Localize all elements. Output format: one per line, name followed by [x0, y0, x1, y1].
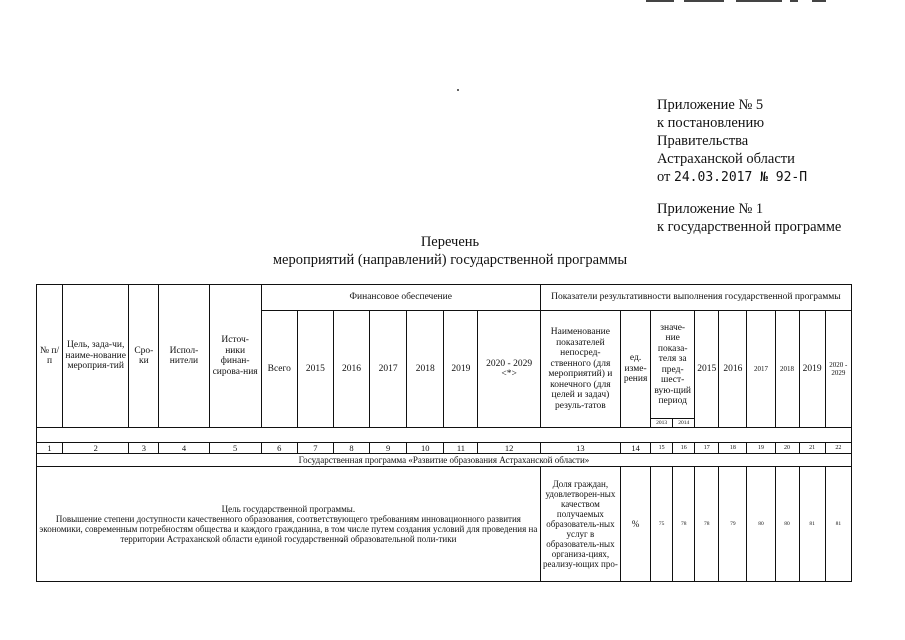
header-prev-2014: 2014 — [673, 419, 695, 428]
header-goal: Цель, зада-чи, наиме-нование мероприя-тий — [63, 285, 129, 428]
column-number: 16 — [673, 443, 695, 454]
column-number: 8 — [333, 443, 369, 454]
column-number: 22 — [825, 443, 851, 454]
measures-table — [36, 284, 852, 582]
goal-label: Цель государственной программы. — [221, 504, 356, 514]
goal-indicator: Доля граждан, удовлетворен-ных качеством получаемых образователь-ных услуг в образователь-ных организа-циях, реализу-ющих про- — [540, 467, 620, 582]
header-indicator-name: Наименование показателей непосред-ственного (для мероприятий) и конечного (для целей и задач) резуль-татов — [540, 311, 620, 428]
header-ind-2019: 2019 — [799, 311, 825, 428]
column-number: 11 — [444, 443, 478, 454]
goal-value: 78 — [673, 467, 695, 582]
header-fin-2015: 2015 — [297, 311, 333, 428]
goal-cell — [37, 467, 541, 582]
column-number: 7 — [297, 443, 333, 454]
header-ind-2018: 2018 — [775, 311, 799, 428]
goal-value: 79 — [719, 467, 747, 582]
appendix-1-line1: Приложение № 1 — [657, 201, 764, 217]
header-prev-2013: 2013 — [651, 419, 673, 428]
header-executors: Испол-нители — [159, 285, 209, 428]
scan-speck — [457, 89, 459, 91]
header-num: № п/п — [37, 285, 63, 428]
column-number: 20 — [775, 443, 799, 454]
appendix-5-header — [657, 96, 807, 187]
column-number: 18 — [719, 443, 747, 454]
header-indicators: Показатели результативности выполнения государственной программы — [540, 285, 851, 311]
column-number: 4 — [159, 443, 209, 454]
goal-row — [37, 467, 852, 582]
header-ind-2016: 2016 — [719, 311, 747, 428]
appendix-1-line2: к государственной программе — [657, 219, 842, 235]
goal-text: Повышение степени доступности качественного образования, соответствующего требованиям инновационного развития экономики, современным потребностям общества и каждого гражданина, в том числе путем создания условий для проведения на территории Астраханской области единой государственной образовательной поли-тики — [39, 514, 538, 544]
header-fin-2017: 2017 — [370, 311, 407, 428]
appendix-5-line3: Правительства — [657, 133, 749, 149]
header-fin-2018: 2018 — [407, 311, 444, 428]
column-number: 10 — [407, 443, 444, 454]
header-sources: Источ-ники финан-сирова-ния — [209, 285, 261, 428]
column-number: 12 — [478, 443, 540, 454]
table-gap — [37, 428, 852, 443]
goal-value: 81 — [825, 467, 851, 582]
header-ind-2015: 2015 — [695, 311, 719, 428]
column-number: 9 — [370, 443, 407, 454]
column-number: 19 — [747, 443, 775, 454]
goal-value: 81 — [799, 467, 825, 582]
header-terms: Сро-ки — [129, 285, 159, 428]
column-number: 14 — [621, 443, 651, 454]
appendix-1-header — [657, 200, 841, 236]
header-ind-2020-2029: 2020 - 2029 — [825, 311, 851, 428]
header-fin-2020-2029: 2020 - 2029 <*> — [478, 311, 540, 428]
goal-value: 80 — [747, 467, 775, 582]
header-prev-value: значе-ние показа-теля за пред-шест-вую-щий период — [651, 311, 695, 419]
appendix-5-line2: к постановлению — [657, 115, 765, 131]
goal-value: 80 — [775, 467, 799, 582]
column-number: 5 — [209, 443, 261, 454]
column-number: 6 — [261, 443, 297, 454]
header-ind-2017: 2017 — [747, 311, 775, 428]
appendix-5-line5 — [657, 168, 807, 187]
column-number: 15 — [651, 443, 673, 454]
column-number: 1 — [37, 443, 63, 454]
goal-value: 75 — [651, 467, 673, 582]
header-financing: Финансовое обеспечение — [261, 285, 540, 311]
header-fin-2016: 2016 — [333, 311, 369, 428]
goal-unit: % — [621, 467, 651, 582]
column-number: 21 — [799, 443, 825, 454]
program-row: Государственная программа «Развитие образования Астраханской области» — [37, 454, 852, 467]
column-number: 3 — [129, 443, 159, 454]
column-number: 17 — [695, 443, 719, 454]
goal-value: 78 — [695, 467, 719, 582]
appendix-5-date-number: 24.03.2017 № 92-П — [674, 170, 808, 185]
header-total: Всего — [261, 311, 297, 428]
document-title: Перечень — [420, 234, 480, 250]
document-subtitle: мероприятий (направлений) государственной программы — [272, 252, 628, 268]
header-unit: ед. изме-рения — [621, 311, 651, 428]
header-fin-2019: 2019 — [444, 311, 478, 428]
appendix-5-line4: Астраханской области — [657, 151, 795, 167]
column-number: 2 — [63, 443, 129, 454]
column-number: 13 — [540, 443, 620, 454]
appendix-5-line1: Приложение № 5 — [657, 97, 764, 113]
appendix-5-date-prefix: от — [657, 169, 671, 185]
column-number-row — [37, 443, 852, 454]
